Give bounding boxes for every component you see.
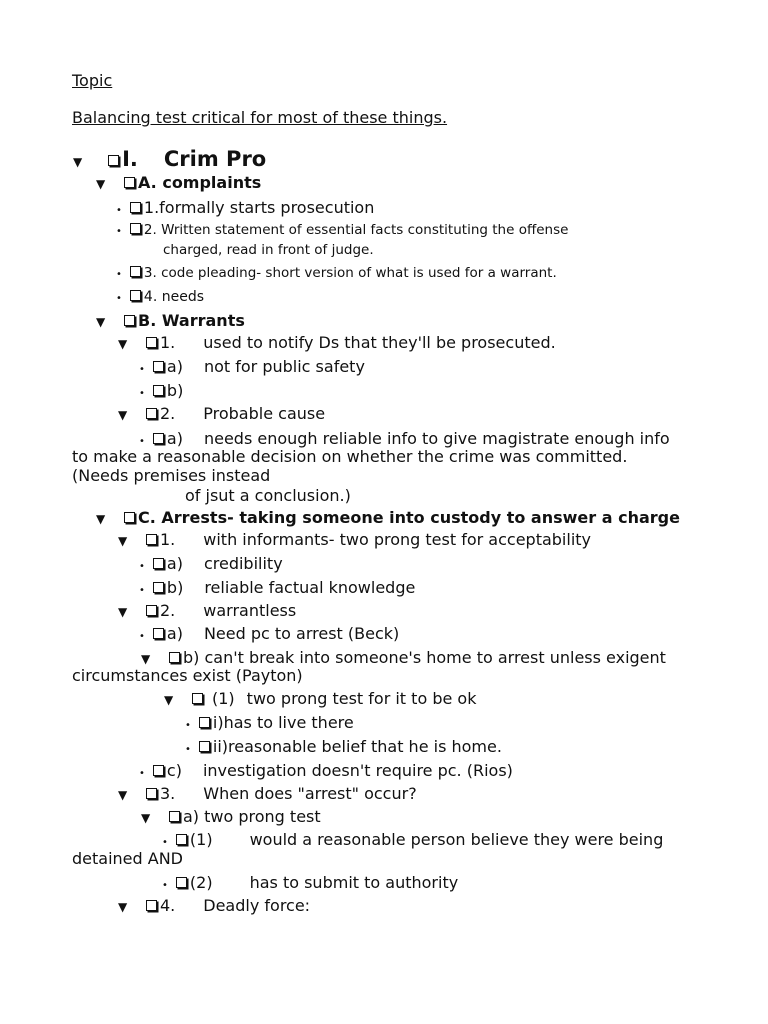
outline-item[interactable] — [141, 807, 321, 828]
outline-num: 1. — [160, 333, 176, 352]
topic-heading: Topic — [72, 71, 113, 90]
list-item — [116, 222, 568, 240]
checkbox-icon[interactable] — [153, 558, 164, 569]
list-item-text: i)has to live there — [212, 713, 354, 732]
checkbox-icon[interactable] — [153, 433, 164, 444]
list-item-text: 3. code pleading- short version of what is used for a warrant. — [143, 265, 557, 281]
triangle-down-icon[interactable]: ▼ — [96, 512, 106, 526]
outline-label: used to notify Ds that they'll be prosecuted. — [203, 333, 556, 352]
bullet-icon: • — [185, 744, 191, 755]
list-item-text: credibility — [203, 554, 283, 573]
list-item-text: 4. needs — [143, 289, 204, 305]
outline-num: (1) — [212, 689, 235, 708]
triangle-down-icon[interactable]: ▼ — [118, 788, 128, 802]
triangle-down-icon[interactable]: ▼ — [141, 652, 151, 666]
list-item-continuation: detained AND — [72, 849, 183, 868]
bullet-icon: • — [139, 561, 145, 572]
outline-item[interactable] — [118, 601, 296, 622]
list-item — [185, 713, 354, 735]
checkbox-icon[interactable] — [176, 834, 187, 845]
list-item — [116, 198, 374, 220]
bullet-icon: • — [185, 720, 191, 731]
bullet-icon: • — [139, 768, 145, 779]
outline-label: two prong test for it to be ok — [246, 689, 477, 708]
outline-label: b) can't break into someone's home to arrest unless exigent — [183, 648, 666, 667]
outline-item-B[interactable] — [96, 311, 245, 332]
list-item — [162, 873, 458, 895]
triangle-down-icon[interactable]: ▼ — [141, 811, 151, 825]
checkbox-icon[interactable] — [153, 385, 164, 396]
outline-item[interactable] — [118, 404, 325, 425]
outline-item[interactable] — [118, 333, 556, 354]
list-item-text: not for public safety — [203, 357, 365, 376]
outline-num: 2. — [160, 404, 176, 423]
triangle-down-icon[interactable]: ▼ — [164, 693, 174, 707]
outline-label: with informants- two prong test for acceptability — [203, 530, 591, 549]
list-item-continuation: (Needs premises instead — [72, 466, 271, 485]
bullet-icon: • — [116, 226, 122, 237]
outline-item-A[interactable] — [96, 173, 261, 194]
bullet-icon: • — [139, 388, 145, 399]
outline-item-I[interactable] — [73, 147, 266, 172]
list-item — [139, 624, 399, 646]
checkbox-icon[interactable] — [146, 337, 157, 348]
checkbox-icon[interactable] — [146, 605, 157, 616]
checkbox-icon[interactable] — [192, 693, 203, 704]
bullet-icon: • — [139, 585, 145, 596]
list-item-text: has to submit to authority — [249, 873, 459, 892]
outline-label: C. Arrests- taking someone into custody to answer a charge — [138, 508, 680, 527]
list-item-continuation: to make a reasonable decision on whether the crime was committed. — [72, 447, 628, 466]
checkbox-icon[interactable] — [176, 877, 187, 888]
bullet-icon: • — [162, 837, 168, 848]
outline-label: B. Warrants — [138, 311, 245, 330]
outline-item-C[interactable] — [96, 508, 680, 529]
list-item — [116, 289, 204, 307]
triangle-down-icon[interactable]: ▼ — [118, 408, 128, 422]
outline-item[interactable] — [118, 896, 310, 917]
checkbox-icon[interactable] — [146, 408, 157, 419]
outline-label: warrantless — [203, 601, 297, 620]
list-item — [139, 554, 283, 576]
list-item-continuation: charged, read in front of judge. — [163, 242, 374, 258]
checkbox-icon[interactable] — [169, 811, 180, 822]
list-item-text: 1.formally starts prosecution — [143, 198, 375, 217]
checkbox-icon[interactable] — [146, 900, 157, 911]
outline-label: Probable cause — [203, 404, 326, 423]
list-item — [116, 265, 557, 283]
triangle-down-icon[interactable]: ▼ — [118, 337, 128, 351]
checkbox-icon[interactable] — [146, 788, 157, 799]
list-item-text: ii)reasonable belief that he is home. — [212, 737, 502, 756]
list-item — [139, 761, 513, 783]
list-item — [139, 357, 365, 379]
checkbox-icon[interactable] — [130, 202, 141, 213]
triangle-down-icon[interactable]: ▼ — [96, 315, 106, 329]
bullet-icon: • — [139, 631, 145, 642]
checkbox-icon[interactable] — [153, 765, 164, 776]
outline-item[interactable] — [118, 530, 591, 551]
list-item-num: (1) — [189, 830, 213, 849]
bullet-icon: • — [162, 880, 168, 891]
checkbox-icon[interactable] — [153, 582, 164, 593]
list-item-num: (2) — [189, 873, 213, 892]
checkbox-icon[interactable] — [199, 717, 210, 728]
checkbox-icon[interactable] — [130, 266, 141, 277]
bullet-icon: • — [116, 293, 122, 304]
list-item-num: a) — [166, 624, 183, 643]
bullet-icon: • — [139, 364, 145, 375]
checkbox-icon[interactable] — [108, 155, 119, 166]
list-item-num: a) — [166, 554, 183, 573]
list-item — [139, 578, 415, 600]
triangle-down-icon[interactable]: ▼ — [118, 900, 128, 914]
outline-label: a) two prong test — [183, 807, 321, 826]
outline-label: When does "arrest" occur? — [203, 784, 417, 803]
list-item-num: b) — [166, 381, 184, 400]
checkbox-icon[interactable] — [199, 741, 210, 752]
checkbox-icon[interactable] — [124, 315, 135, 326]
list-item-num: a) — [166, 357, 183, 376]
list-item — [139, 381, 183, 403]
list-item-text: Need pc to arrest (Beck) — [203, 624, 400, 643]
outline-label: A. complaints — [138, 173, 262, 192]
outline-num: 4. — [160, 896, 176, 915]
checkbox-icon[interactable] — [130, 223, 141, 234]
bullet-icon: • — [116, 205, 122, 216]
triangle-down-icon[interactable]: ▼ — [118, 534, 128, 548]
outline-item[interactable] — [118, 784, 417, 805]
list-item-num: b) — [166, 578, 184, 597]
list-item-num: c) — [166, 761, 182, 780]
outline-num: I. — [122, 147, 138, 171]
list-item — [185, 737, 502, 759]
list-item-num: a) — [166, 429, 183, 448]
list-item — [162, 830, 663, 852]
checkbox-icon[interactable] — [153, 628, 164, 639]
checkbox-icon[interactable] — [153, 361, 164, 372]
triangle-down-icon[interactable]: ▼ — [118, 605, 128, 619]
list-item-text: would a reasonable person believe they were being — [249, 830, 664, 849]
bullet-icon: • — [116, 269, 122, 280]
list-item-continuation: circumstances exist (Payton) — [72, 666, 303, 685]
list-item-text: investigation doesn't require pc. (Rios) — [202, 761, 513, 780]
triangle-down-icon[interactable]: ▼ — [96, 177, 106, 191]
checkbox-icon[interactable] — [130, 290, 141, 301]
outline-label: Deadly force: — [203, 896, 311, 915]
triangle-down-icon[interactable]: ▼ — [73, 155, 83, 169]
outline-item[interactable] — [164, 689, 476, 710]
outline-title: Crim Pro — [163, 147, 267, 171]
list-item-text: 2. Written statement of essential facts constituting the offense — [143, 222, 569, 238]
checkbox-icon[interactable] — [146, 534, 157, 545]
outline-num: 1. — [160, 530, 176, 549]
list-item-text: reliable factual knowledge — [204, 578, 416, 597]
list-item-text: needs enough reliable info to give magistrate enough info — [203, 429, 670, 448]
bullet-icon: • — [139, 436, 145, 447]
checkbox-icon[interactable] — [169, 652, 180, 663]
subtitle-heading: Balancing test critical for most of these things. — [72, 108, 448, 127]
outline-num: 2. — [160, 601, 176, 620]
checkbox-icon[interactable] — [124, 512, 135, 523]
list-item-continuation: of jsut a conclusion.) — [185, 486, 351, 505]
checkbox-icon[interactable] — [124, 177, 135, 188]
outline-num: 3. — [160, 784, 176, 803]
